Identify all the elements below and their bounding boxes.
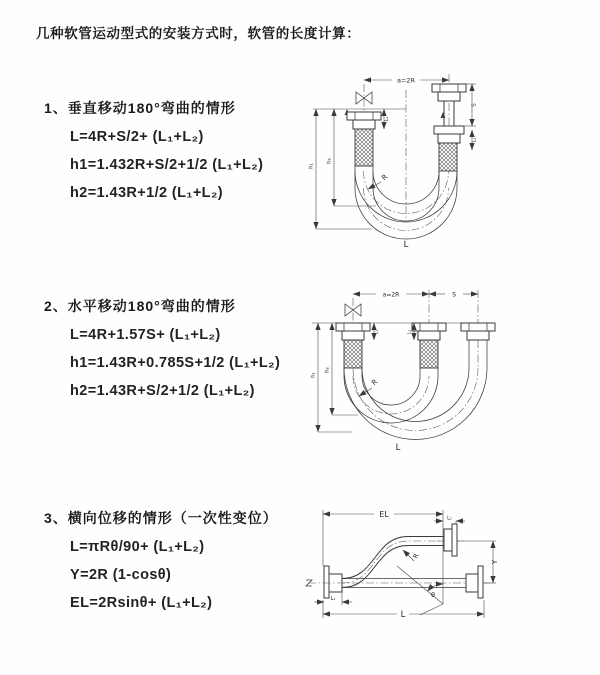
flange-middle xyxy=(412,323,446,340)
dim-label-fitting: L₁ xyxy=(330,596,336,602)
dim-label-stroke: S xyxy=(452,291,456,299)
braided-hose-left xyxy=(344,340,362,368)
section-vertical-180 xyxy=(44,98,344,202)
section-heading: 3、横向位移的情形（一次性变位） xyxy=(44,510,278,526)
formula-length: L=πRθ/90+ (L₁+L₂) xyxy=(70,539,205,555)
flange-left xyxy=(336,323,370,340)
dim-label-fitting: L₁ xyxy=(374,329,380,335)
formula-length: L=4R+S/2+ (L₁+L₂) xyxy=(70,129,204,145)
diagram-horizontal-180 xyxy=(306,280,568,468)
dim-label-fitting: L₁ xyxy=(447,515,452,522)
dim-label-el: EL xyxy=(379,510,389,519)
flange-right xyxy=(461,323,495,340)
dim-label-h1: h₁ xyxy=(308,163,315,169)
formula-y: Y=2R (1-cosθ) xyxy=(70,567,172,583)
dim-label-offset: Y xyxy=(491,559,499,565)
page-title: 几种软管运动型式的安装方式时，软管的长度计算： xyxy=(36,26,361,41)
section-heading: 2、水平移动180°弯曲的情形 xyxy=(44,298,236,314)
radius-label: R xyxy=(370,377,380,388)
dim-label-h1: h₁ xyxy=(310,372,317,378)
dim-label-h2: h₂ xyxy=(324,367,331,373)
dim-label-span: a=2R xyxy=(382,291,400,299)
formula-h2: h2=1.43R+S/2+1/2 (L₁+L₂) xyxy=(70,383,255,399)
dim-label-fitting: L₁ xyxy=(471,137,478,143)
section-heading: 1、垂直移动180°弯曲的情形 xyxy=(44,100,236,116)
flange-left xyxy=(324,566,342,598)
hose-s-curve xyxy=(342,537,444,588)
dim-label-stroke: S xyxy=(471,103,478,107)
radius-label: R xyxy=(380,172,390,183)
formula-h2: h2=1.43R+1/2 (L₁+L₂) xyxy=(70,185,224,201)
datum-arrow xyxy=(441,112,446,118)
braided-hose-middle xyxy=(420,340,438,368)
flange-left xyxy=(347,112,381,129)
diagram-lateral-offset xyxy=(296,496,598,638)
radius-label: R xyxy=(411,552,421,560)
dim-label-span: a=2R xyxy=(396,76,416,85)
length-label: L xyxy=(400,610,406,620)
dim-label-h2: h₂ xyxy=(326,158,333,164)
braided-hose-left xyxy=(355,129,373,166)
length-label: L xyxy=(403,240,409,250)
section-horizontal-180 xyxy=(44,296,344,400)
dim-label-fitting: L₁ xyxy=(384,116,390,122)
angle-label: θ xyxy=(431,591,435,599)
formula-length: L=4R+1.57S+ (L₁+L₂) xyxy=(70,327,221,343)
flange-upper-right xyxy=(437,524,466,556)
formula-h1: h1=1.432R+S/2+1/2 (L₁+L₂) xyxy=(70,157,264,173)
braided-hose-right xyxy=(439,143,457,171)
hose-right xyxy=(469,340,487,368)
hose-u-bend xyxy=(344,368,487,439)
diagram-vertical-180 xyxy=(306,66,558,264)
dim-label-fitting: L₁ xyxy=(407,329,413,335)
length-label: L xyxy=(395,443,401,453)
angle-construction xyxy=(397,566,443,615)
formula-h1: h1=1.43R+0.785S+1/2 (L₁+L₂) xyxy=(70,355,281,371)
formula-el: EL=2Rsinθ+ (L₁+L₂) xyxy=(70,595,213,611)
